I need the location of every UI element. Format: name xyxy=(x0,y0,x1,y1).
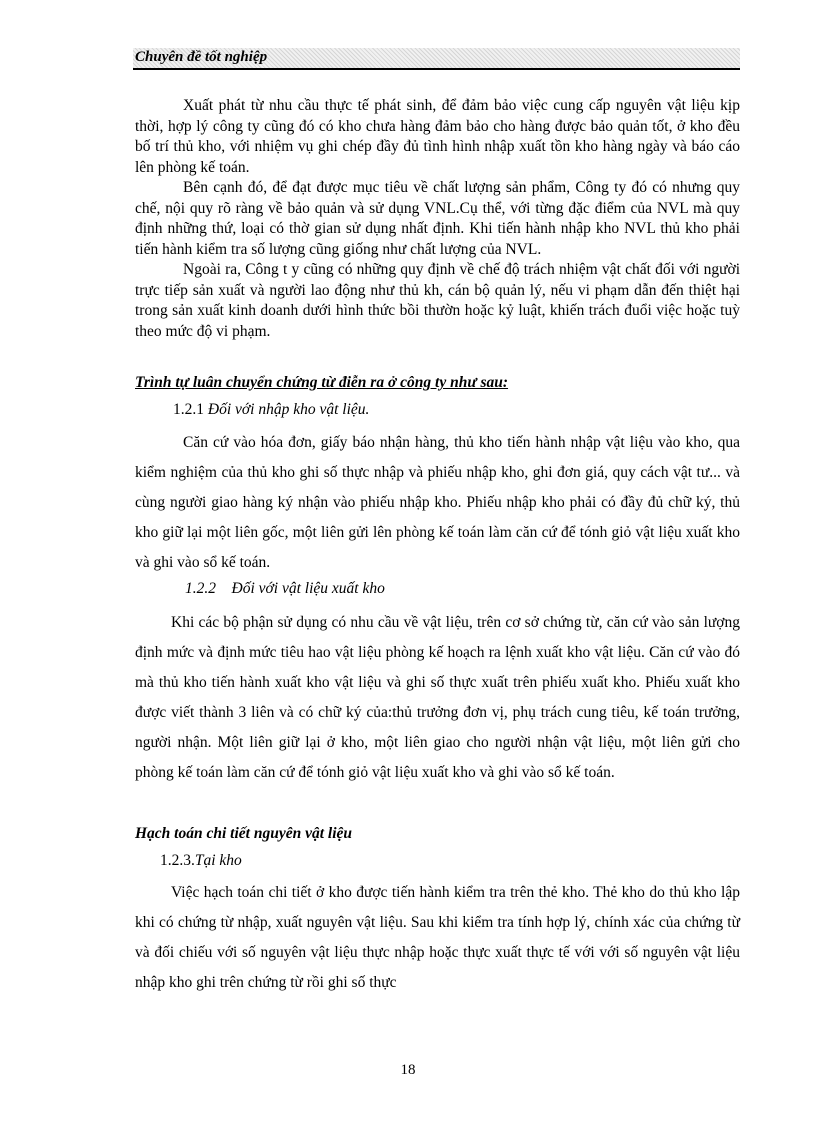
intro-paragraph: Bên cạnh đó, để đạt được mục tiêu về chất lượng sản phẩm, Công ty đó có nhưng quy chế, nội quy rõ ràng về bảo quản và sử dụng VNL.Cụ thể, với từng đặc điểm của NVL mà quy định những thứ, loại có thờ gian sử dụng nhất định. Khi tiến hành nhập kho NVL thủ kho phải tiến hành kiểm tra số lượng cũng giống như chất lượng của NVL. xyxy=(135,179,740,258)
page-header xyxy=(133,48,740,70)
subsection-3-body xyxy=(135,878,740,998)
subsection-2-body xyxy=(135,608,740,788)
subsection-number: 1.2.2 xyxy=(185,580,216,597)
subsection-1-heading xyxy=(173,401,369,419)
intro-section xyxy=(135,96,740,342)
page-number: 18 xyxy=(400,1062,416,1078)
body-paragraph: Căn cứ vào hóa đơn, giấy báo nhận hàng, thủ kho tiến hành nhập vật liệu vào kho, qua kiểm nghiệm của thủ kho ghi số thực nhập và phiếu nhập kho, ghi đơn giá, quy cách vật tư... và cùng người giao hàng ký nhận vào phiếu nhập kho. Phiếu nhập kho phải có đầy đủ chữ ký, thủ kho giữ lại một liên gốc, một liên gửi lên phòng kế toán làm căn cứ để tónh giỏ vật liệu xuất kho và ghi vào sổ kế toán. xyxy=(135,434,740,571)
subsection-2-heading xyxy=(185,580,385,598)
body-paragraph: Khi các bộ phận sử dụng có nhu cầu về vật liệu, trên cơ sở chứng từ, căn cứ vào sản lượng định mức và định mức tiêu hao vật liệu phòng kế hoạch ra lệnh xuất kho vật liệu. Căn cứ vào đó mà thủ kho tiến hành xuất kho vật liệu và ghi số thực xuất trên phiếu xuất kho. Phiếu xuất kho được viết thành 3 liên và có chữ ký của:thủ trưởng đơn vị, phụ trách cung tiêu, kế toán trưởng, người nhận. Một liên giữ lại ở kho, một liên giao cho người nhận vật liệu, một liên gửi cho phòng kế toán làm căn cứ để tónh giỏ vật liệu xuất kho và ghi vào sổ kế toán. xyxy=(135,614,740,781)
subsection-title: Tại kho xyxy=(194,852,242,869)
subsection-title: Đối với vật liệu xuất kho xyxy=(231,580,385,597)
subsection-3-heading xyxy=(160,852,242,870)
intro-paragraph: Ngoài ra, Công t y cũng có những quy định về chế độ trách nhiệm vật chất đối với người trực tiếp sản xuất và người lao động như thủ kh, cán bộ quản lý, nếu vi phạm dẫn đến thiệt hại trong sản xuất kinh doanh dưới hình thức bồi thườn hoặc kỷ luật, khiến trách đuổi việc hoặc tuỳ theo mức độ vi phạm. xyxy=(135,261,740,340)
subsection-number: 1.2.1 xyxy=(173,401,204,418)
header-title: Chuyên đề tốt nghiệp xyxy=(135,49,268,65)
subsection-number: 1.2.3. xyxy=(160,852,195,869)
subsection-1-body xyxy=(135,428,740,578)
section-heading: Trình tự luân chuyển chứng từ điễn ra ở công ty như sau: xyxy=(135,374,509,391)
heading-detail-accounting: Hạch toán chi tiết nguyên vật liệu xyxy=(135,825,353,842)
body-paragraph: Việc hạch toán chi tiết ở kho được tiến hành kiểm tra trên thẻ kho. Thẻ kho do thủ kho lập khi có chứng từ nhập, xuất nguyên vật liệu. Sau khi kiểm tra tính hợp lý, chính xác của chứng từ và đối chiếu với số nguyên vật liệu thực nhập hoặc thực xuất thực tế với với số nguyên vật liệu nhập kho ghi trên chứng từ rồi ghi số thực xyxy=(135,884,740,991)
intro-paragraph: Xuất phát từ nhu cầu thực tế phát sinh, để đảm bảo việc cung cấp nguyên vật liệu kịp thời, hợp lý công ty cũng đó có kho chưa hàng đảm bảo cho hàng được bảo quản tốt, ở kho đều bố trí thủ kho, với nhiệm vụ ghi chép đầy đủ tình hình nhập xuất tồn kho hàng ngày và báo cáo lên phòng kế toán. xyxy=(135,97,740,176)
subsection-title: Đối với nhập kho vật liệu. xyxy=(207,401,370,418)
